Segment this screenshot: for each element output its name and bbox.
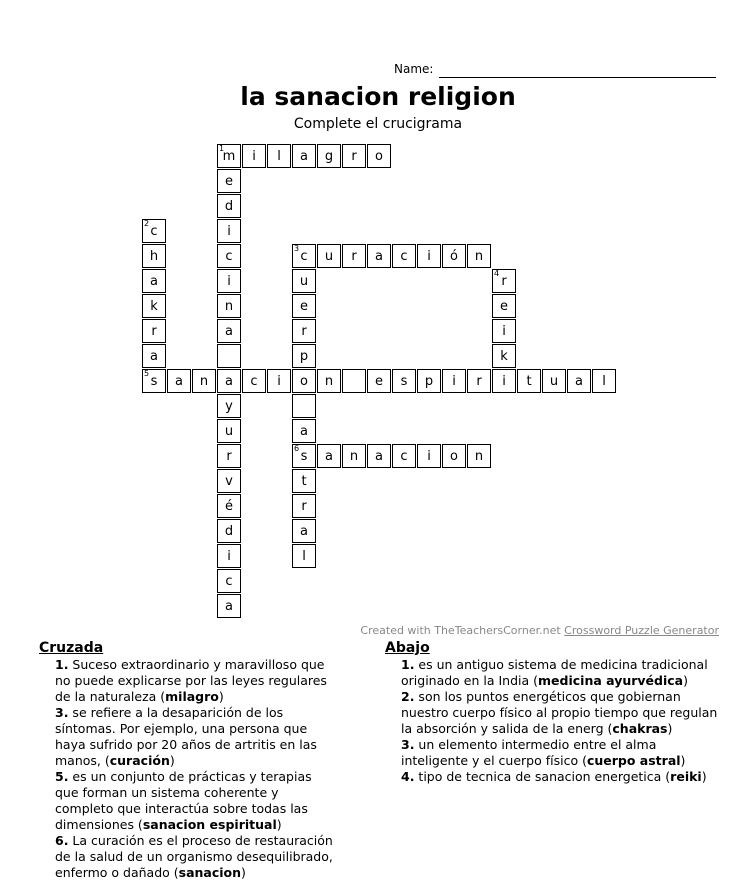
- grid-cell[interactable]: [217, 519, 241, 543]
- cell-letter: a: [325, 449, 333, 464]
- grid-cell[interactable]: [292, 244, 316, 268]
- cell-letter: n: [199, 374, 209, 389]
- clue-number: 5: [144, 369, 150, 378]
- cell-letter: i: [502, 324, 506, 339]
- cell-letter: i: [252, 149, 256, 164]
- grid-cell[interactable]: [292, 419, 316, 443]
- cell-letter: r: [351, 249, 357, 264]
- clue-answer: reiki: [670, 769, 702, 784]
- grid-cell[interactable]: [217, 219, 241, 243]
- grid-cell[interactable]: [417, 444, 441, 468]
- clue-tail: ): [169, 753, 175, 768]
- cell-letter: u: [224, 424, 234, 439]
- clue-answer: sanacion espiritual: [142, 817, 277, 832]
- cell-letter: m: [222, 149, 236, 164]
- clue-tail: ): [667, 721, 673, 736]
- grid-cell[interactable]: [142, 294, 166, 318]
- grid-cell[interactable]: [442, 244, 466, 268]
- cell-letter: s: [400, 374, 408, 389]
- clue-text: se refiere a la desaparición de los síntomas. Por ejemplo, una persona que haya sufrido por 20 años de artritis en las manos, (: [55, 705, 317, 768]
- cell-letter: i: [227, 274, 231, 289]
- clue-num: 1.: [55, 657, 69, 672]
- down-heading: Abajo: [385, 640, 430, 656]
- grid-cell[interactable]: [367, 144, 391, 168]
- grid-cell[interactable]: [317, 444, 341, 468]
- clue-answer: chakras: [612, 721, 668, 736]
- name-label: Name:: [394, 62, 434, 76]
- cell-letter: a: [375, 249, 383, 264]
- grid-cell[interactable]: [292, 444, 316, 468]
- grid-cell[interactable]: [417, 369, 441, 393]
- cell-letter: v: [225, 474, 233, 489]
- cell-letter: t: [301, 474, 307, 489]
- cell-letter: r: [351, 149, 357, 164]
- clue-item: [39, 769, 339, 833]
- grid-cell[interactable]: [142, 244, 166, 268]
- clue-answer: cuerpo astral: [586, 753, 681, 768]
- cell-letter: d: [224, 199, 234, 214]
- cell-letter: a: [225, 374, 233, 389]
- clue-number: 3: [294, 244, 300, 253]
- cell-letter: c: [150, 224, 158, 239]
- cell-letter: c: [250, 374, 258, 389]
- grid-cell[interactable]: [167, 369, 191, 393]
- grid-cell[interactable]: [142, 319, 166, 343]
- grid-cell[interactable]: [217, 169, 241, 193]
- clue-tail: ): [241, 865, 246, 880]
- grid-cell[interactable]: [467, 444, 491, 468]
- cell-letter: n: [474, 249, 484, 264]
- grid-cell[interactable]: [267, 144, 291, 168]
- clue-tail: ): [276, 817, 282, 832]
- cell-letter: a: [150, 274, 158, 289]
- page-subtitle: Complete el crucigrama: [293, 116, 463, 132]
- cell-letter: a: [300, 424, 308, 439]
- grid-cell[interactable]: [292, 494, 316, 518]
- clue-num: 1.: [401, 657, 415, 672]
- cell-letter: a: [150, 349, 158, 364]
- grid-cell[interactable]: [492, 369, 516, 393]
- grid-cell[interactable]: [242, 369, 266, 393]
- cell-letter: n: [224, 299, 234, 314]
- cell-letter: o: [450, 449, 458, 464]
- cell-letter: e: [225, 174, 233, 189]
- clue-text: son los puntos energéticos que gobiernan nuestro cuerpo físico al propio tiempo que regulan la absorción y salida de la energ (: [401, 689, 718, 736]
- grid-cell[interactable]: [492, 294, 516, 318]
- clue-tail: ): [218, 689, 224, 704]
- clue-text: es un antiguo sistema de medicina tradicional originado en la India (: [401, 657, 708, 688]
- page-title: la sanacion religion: [240, 82, 516, 111]
- cell-letter: é: [225, 499, 233, 514]
- clue-tail: ): [701, 769, 707, 784]
- grid-cell[interactable]: [392, 369, 416, 393]
- across-clues: [39, 640, 339, 881]
- grid-cell[interactable]: [367, 369, 391, 393]
- cell-letter: o: [375, 149, 383, 164]
- cell-letter: e: [375, 374, 383, 389]
- cell-letter: c: [400, 449, 408, 464]
- clue-answer: curación: [109, 753, 170, 768]
- clue-item: [385, 689, 725, 737]
- clue-num: 3.: [401, 737, 415, 752]
- grid-cell[interactable]: [392, 444, 416, 468]
- clue-answer: medicina ayurvédica: [538, 673, 684, 688]
- grid-cell[interactable]: [492, 269, 516, 293]
- clue-number: 2: [144, 219, 150, 228]
- grid-cell[interactable]: [367, 444, 391, 468]
- clue-text: Suceso extraordinario y maravilloso que no puede explicarse por las leyes regulares de la naturaleza (: [55, 657, 327, 704]
- grid-cell[interactable]: [217, 344, 241, 368]
- cell-letter: a: [225, 599, 233, 614]
- clue-item: [385, 737, 725, 769]
- cell-letter: l: [277, 149, 281, 164]
- grid-cell[interactable]: [217, 594, 241, 618]
- cell-letter: i: [502, 374, 506, 389]
- clue-number: 1: [219, 144, 225, 153]
- grid-cell[interactable]: [217, 494, 241, 518]
- grid-cell[interactable]: [317, 369, 341, 393]
- grid-cell[interactable]: [142, 344, 166, 368]
- cell-letter: a: [375, 449, 383, 464]
- grid-cell[interactable]: [292, 269, 316, 293]
- cell-letter: r: [301, 324, 307, 339]
- cell-letter: s: [300, 449, 308, 464]
- grid-cell[interactable]: [517, 369, 541, 393]
- cell-letter: h: [149, 249, 159, 264]
- grid-cell[interactable]: [142, 219, 166, 243]
- cell-letter: r: [151, 324, 157, 339]
- grid-cell[interactable]: [217, 569, 241, 593]
- grid-cell[interactable]: [217, 319, 241, 343]
- clue-answer: milagro: [165, 689, 219, 704]
- grid-cell[interactable]: [217, 419, 241, 443]
- grid-cell[interactable]: [292, 369, 316, 393]
- cell-letter: i: [277, 374, 281, 389]
- grid-cell[interactable]: [217, 369, 241, 393]
- across-list: [39, 657, 339, 881]
- cell-letter: e: [500, 299, 508, 314]
- grid-cell[interactable]: [317, 244, 341, 268]
- credit-line: [360, 624, 719, 637]
- clue-tail: ): [680, 753, 686, 768]
- clue-tail: ): [683, 673, 689, 688]
- grid-cell[interactable]: [217, 444, 241, 468]
- cell-letter: g: [324, 149, 334, 164]
- grid-cell[interactable]: [592, 369, 616, 393]
- grid-cell[interactable]: [292, 319, 316, 343]
- grid-cell[interactable]: [292, 519, 316, 543]
- grid-cell[interactable]: [542, 369, 566, 393]
- clue-num: 5.: [55, 769, 69, 784]
- grid-cell[interactable]: [217, 294, 241, 318]
- grid-cell[interactable]: [342, 444, 366, 468]
- clue-item: [385, 657, 725, 689]
- grid-cell[interactable]: [342, 244, 366, 268]
- clue-text: tipo de tecnica de sanacion energetica (: [414, 769, 671, 784]
- grid-cell[interactable]: [217, 469, 241, 493]
- grid-cell[interactable]: [442, 444, 466, 468]
- grid-cell[interactable]: [292, 144, 316, 168]
- clue-item: [39, 657, 339, 705]
- clue-item: [385, 769, 725, 785]
- cell-letter: r: [476, 374, 482, 389]
- clue-text: La curación es el proceso de restauración de la salud de un organismo desequilibrado, enfermo o dañado (: [55, 833, 333, 880]
- credit-text: Created with TheTeachersCorner.net: [360, 624, 565, 637]
- grid-cell[interactable]: [467, 244, 491, 268]
- grid-cell[interactable]: [217, 194, 241, 218]
- grid-cell[interactable]: [492, 319, 516, 343]
- cell-letter: a: [300, 524, 308, 539]
- cell-letter: e: [300, 299, 308, 314]
- grid-cell[interactable]: [342, 369, 366, 393]
- grid-cell[interactable]: [342, 144, 366, 168]
- cell-letter: c: [400, 249, 408, 264]
- grid-cell[interactable]: [267, 369, 291, 393]
- generator-link[interactable]: Crossword Puzzle Generator: [564, 624, 719, 637]
- grid-cell[interactable]: [467, 369, 491, 393]
- cell-letter: u: [299, 274, 309, 289]
- clue-num: 6.: [55, 833, 69, 848]
- cell-letter: l: [302, 549, 306, 564]
- grid-cell[interactable]: [567, 369, 591, 393]
- clue-text: un elemento intermedio entre el alma inteligente y el cuerpo físico (: [401, 737, 657, 768]
- cell-letter: p: [424, 374, 434, 389]
- grid-cell[interactable]: [292, 294, 316, 318]
- grid-cell[interactable]: [292, 344, 316, 368]
- clue-answer: sanacion: [178, 865, 242, 880]
- cell-letter: i: [427, 249, 431, 264]
- cell-letter: n: [324, 374, 334, 389]
- grid-cell[interactable]: [317, 144, 341, 168]
- grid-cell[interactable]: [142, 369, 166, 393]
- grid-cell[interactable]: [492, 344, 516, 368]
- grid-cell[interactable]: [217, 144, 241, 168]
- cell-letter: n: [349, 449, 359, 464]
- grid-cell[interactable]: [217, 394, 241, 418]
- cell-letter: c: [300, 249, 308, 264]
- cell-letter: n: [474, 449, 484, 464]
- cell-letter: u: [324, 249, 334, 264]
- grid-cell[interactable]: [242, 144, 266, 168]
- cell-letter: i: [452, 374, 456, 389]
- cell-letter: k: [500, 349, 508, 364]
- cell-letter: ó: [450, 249, 458, 264]
- grid-cell[interactable]: [417, 244, 441, 268]
- grid-cell[interactable]: [292, 394, 316, 418]
- cell-letter: r: [301, 499, 307, 514]
- clue-item: [39, 833, 339, 881]
- cell-letter: p: [299, 349, 309, 364]
- cell-letter: u: [549, 374, 559, 389]
- grid-cell[interactable]: [142, 269, 166, 293]
- cell-letter: a: [300, 149, 308, 164]
- cell-letter: a: [575, 374, 583, 389]
- grid-cell[interactable]: [292, 469, 316, 493]
- grid-cell[interactable]: [392, 244, 416, 268]
- clue-num: 4.: [401, 769, 415, 784]
- cell-letter: i: [427, 449, 431, 464]
- cell-letter: i: [227, 549, 231, 564]
- cell-letter: a: [175, 374, 183, 389]
- cell-letter: t: [526, 374, 532, 389]
- grid-cell[interactable]: [217, 269, 241, 293]
- across-heading: Cruzada: [39, 640, 104, 656]
- cell-letter: r: [501, 274, 507, 289]
- grid-cell[interactable]: [192, 369, 216, 393]
- grid-cell[interactable]: [217, 544, 241, 568]
- cell-letter: o: [300, 374, 308, 389]
- down-list: [385, 657, 725, 785]
- clue-number: 6: [294, 444, 300, 453]
- clue-num: 2.: [401, 689, 415, 704]
- clue-item: [39, 705, 339, 769]
- cell-letter: l: [602, 374, 606, 389]
- grid-cell[interactable]: [442, 369, 466, 393]
- cell-letter: y: [225, 399, 233, 414]
- clue-num: 3.: [55, 705, 69, 720]
- cell-letter: k: [150, 299, 158, 314]
- grid-cell[interactable]: [367, 244, 391, 268]
- clue-text: es un conjunto de prácticas y terapias que forman un sistema coherente y completo que interactúa sobre todas las dimensiones (: [55, 769, 312, 832]
- cell-letter: i: [227, 224, 231, 239]
- cell-letter: c: [225, 249, 233, 264]
- cell-letter: d: [224, 524, 234, 539]
- cell-letter: a: [225, 324, 233, 339]
- cell-letter: c: [225, 574, 233, 589]
- cell-letter: s: [150, 374, 158, 389]
- grid-cell[interactable]: [292, 544, 316, 568]
- grid-cell[interactable]: [217, 244, 241, 268]
- cell-letter: r: [226, 449, 232, 464]
- clue-number: 4: [494, 269, 500, 278]
- down-clues: [385, 640, 725, 785]
